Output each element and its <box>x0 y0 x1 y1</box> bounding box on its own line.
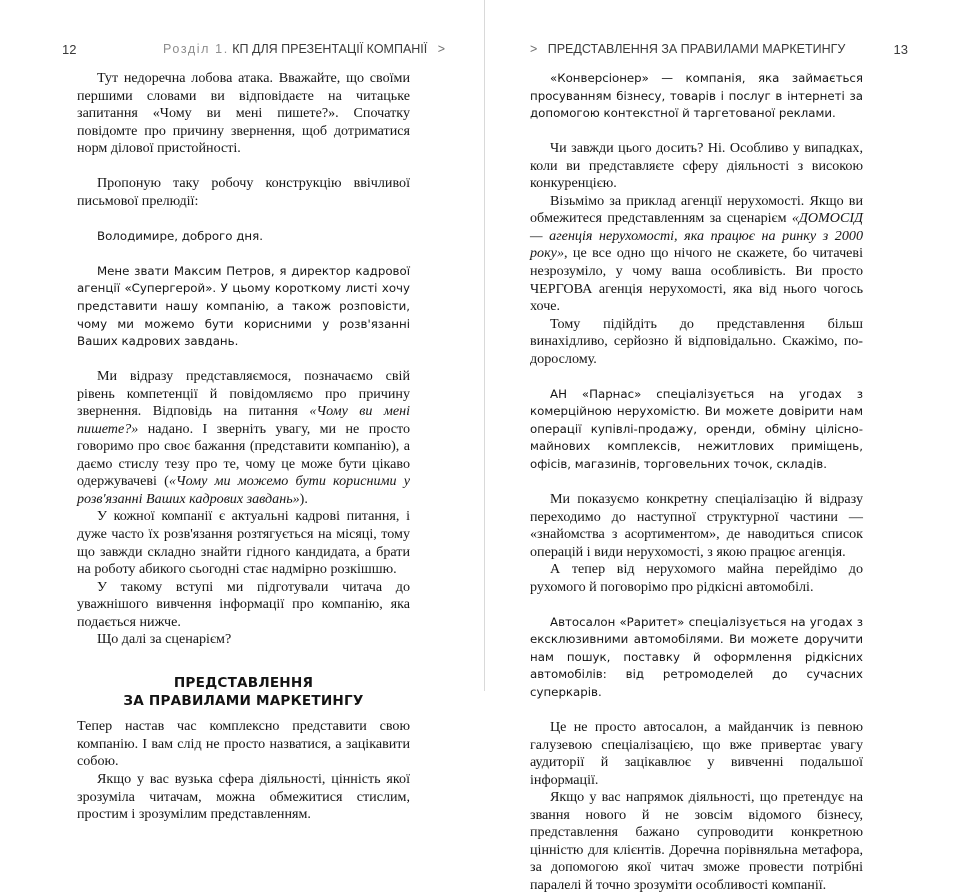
page-number: 12 <box>62 42 77 57</box>
right-page <box>485 0 970 893</box>
running-header <box>530 42 845 56</box>
paragraph: Тепер настав час комплексно представити свою компанію. І вам слід не просто назватися, а зацікавити собою. <box>77 718 410 770</box>
paragraph: Тут недоречна лобова атака. Вважайте, що своїми першими словами ви відповідаєте на читацьке запитання «Чому ви мені пишете?». Спочатку повідомте про причину звернення, щоб дотриматися норм ділової пристойності. <box>77 70 410 157</box>
paragraph: У кожної компанії є актуальні кадрові питання, і дуже часто їх розв'язання розтягується на місяці, тому що завжди складно знайти гідного кандидата, а брати на роботу абикого сьогодні стає надмірно розкішшю. <box>77 508 410 578</box>
paragraph: Чи завжди цього досить? Ні. Особливо у випадках, коли ви представляєте сферу діяльності з високою конкуренцією. <box>530 140 863 192</box>
paragraph: Пропоную таку робочу конструкцію ввічливої письмової прелюдії: <box>77 175 410 209</box>
example-text: Автосалон «Раритет» спеціалізується на угодах з ексклюзивними автомобілями. Ви можете доручити нам пошук, поставку й оформлення рідкісних автомобілів: від ретромоделей до сучасних суперкарів. <box>530 614 863 699</box>
paragraph: Що далі за сценарієм? <box>97 631 232 648</box>
paragraph: Якщо у вас напрямок діяльності, що претендує на звання нового й не зовсім відомого бізнесу, представлення бажано супроводити конкретною цінністю для клієнтів. Доречна порівняльна метафора, за допомогою якої читач зможе провести потрібні паралелі й точно зрозуміти особливості компанії. <box>530 789 863 893</box>
page-number: 13 <box>893 42 908 57</box>
quote-italic: «Чому ми можемо бути корисними у розв'язанні Ваших кадрових завдань» <box>77 473 410 507</box>
right-text-column <box>530 70 863 894</box>
running-header <box>163 42 445 56</box>
section-heading <box>77 674 410 710</box>
header-title: ПРЕДСТАВЛЕННЯ ЗА ПРАВИЛАМИ МАРКЕТИНГУ <box>547 42 846 56</box>
header-section: Розділ 1. <box>163 42 229 56</box>
paragraph: Візьмімо за приклад агенції нерухомості. Якщо ви обмежитеся представленням за сценарієм «ДОМОСІД — агенція нерухомості, яка працює на ринку з 2000 року», це все одно що нічого не скажете, бо читачеві незрозуміло, у чому ваша особливість. Ви просто ЧЕРГОВА агенція нерухомості, яка від нього чогось хоче. <box>530 192 863 315</box>
example-text: АН «Парнас» спеціалізується на угодах з комерційною нерухомістю. Ви можете довірити нам операції купівлі-продажу, оренди, обміну цілісно-майнових комплексів, нежитлових приміщень, офісів, магазинів, торговельних точок, складів. <box>530 386 863 471</box>
header-arrow: > <box>437 42 445 56</box>
heading-line: ПРЕДСТАВЛЕННЯ <box>173 675 314 692</box>
left-text-column <box>77 70 410 824</box>
example-greeting: Володимире, доброго дня. <box>97 228 263 243</box>
quote-italic: «ДОМОСІД — агенція нерухомості, яка працює на ринку з 2000 року» <box>530 210 863 262</box>
paragraph: Ми відразу представляємося, позначаємо свій рівень компетенції й повідомляємо про причину звернення. Відповідь на питання «Чому ви мені пишете?» надано. І зверніть увагу, ми не просто говоримо про своє бажання (представити компанію), а даємо стислу тезу про те, чому це може бути цікаво одержувачеві («Чому ми можемо бути корисними у розв'язанні Ваших кадрових завдань»). <box>77 368 410 507</box>
left-page <box>0 0 485 823</box>
paragraph: Тому підійдіть до представлення більш винахідливо, серйозно й відповідально. Скажімо, по-дорослому. <box>530 315 863 367</box>
quote-italic: «Чому ви мені пишете?» <box>77 403 410 437</box>
paragraph: Ми показуємо конкретну спеціалізацію й відразу переходимо до наступної структурної частини — «знайомства з асортиментом», де наводиться список операцій і види нерухомості, з якою працює агенція. <box>530 490 863 560</box>
paragraph: Це не просто автосалон, а майданчик із певною галузевою спеціалізацією, що вже привертає увагу аудиторії й зацікавлює у вивченні подальшої інформації. <box>530 719 863 788</box>
heading-line: ЗА ПРАВИЛАМИ МАРКЕТИНГУ <box>123 693 364 710</box>
paragraph: А тепер від нерухомого майна перейдімо до рухомого й поговорімо про рідкісні автомобілі. <box>530 561 863 595</box>
header-title: КП ДЛЯ ПРЕЗЕНТАЦІЇ КОМПАНІЇ <box>232 42 428 56</box>
example-text: «Конверсіонер» — компанія, яка займається просуванням бізнесу, товарів і послуг в інтернеті за допомогою контекстної й таргетованої реклами. <box>530 71 863 121</box>
header-arrow: > <box>530 42 538 56</box>
example-letter-text: Мене звати Максим Петров, я директор кадрової агенції «Супергерой». У цьому короткому листі хочу представити нашу компанію, а також розповісти, чому ми можемо бути корисними у розв'язанні Ваших кадрових завдань. <box>77 263 410 349</box>
paragraph: У такому вступі ми підготували читача до уважнішого вивчення інформації про компанію, яка подається нижче. <box>77 578 410 630</box>
paragraph: Якщо у вас вузька сфера діяльності, цінність якої зрозуміла читачам, можна обмежитися стислим, простим і зрозумілим представленням. <box>77 771 410 823</box>
